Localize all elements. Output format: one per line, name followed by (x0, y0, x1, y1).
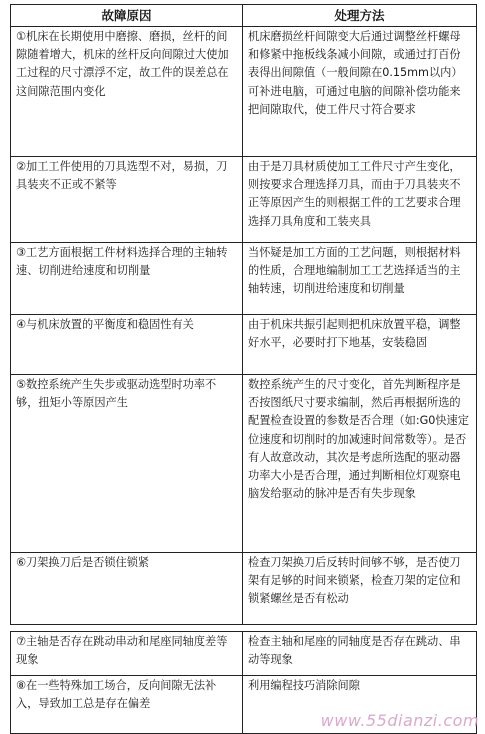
fault-table (10, 4, 477, 734)
cause-cell: ③工艺方面根据工件材料选择合理的主轴转速、切削进给速度和切削量 (11, 243, 243, 315)
table-row (11, 27, 477, 157)
table-row (11, 375, 477, 553)
header-cause: 故障原因 (11, 5, 243, 27)
cause-cell: ⑤数控系统产生失步或驱动选型时功率不够，扭矩小等原因产生 (11, 375, 243, 553)
table-row (11, 553, 477, 625)
table-row (11, 315, 477, 375)
table-row (11, 243, 477, 315)
page (10, 4, 476, 734)
header-remedy: 处理方法 (243, 5, 477, 27)
remedy-cell: 检查刀架换刀后反转时间够不够，是否使刀架有足够的时间来锁紧，检查刀架的定位和锁紧螺丝是否有松动 (243, 553, 477, 625)
cause-cell: ①机床在长期使用中磨擦、磨损，丝杆的间隙随着增大，机床的丝杆反向间隙过大使加工过程的尺寸漂浮不定，故工件的误差总在这间隙范围内变化 (11, 27, 243, 157)
cause-cell: ②加工工件使用的刀具选型不对，易损，刀具装夹不正或不紧等 (11, 157, 243, 243)
header-row (11, 5, 477, 27)
cause-cell: ④与机床放置的平衡度和稳固性有关 (11, 315, 243, 375)
remedy-cell: 利用编程技巧消除间隙 (243, 676, 477, 734)
remedy-cell: 由于机床共振引起则把机床放置平稳，调整好水平，必要时打下地基，安装稳固 (243, 315, 477, 375)
table-row (11, 157, 477, 243)
watermark-text: www.55dianzi.com (320, 711, 479, 730)
remedy-cell: 由于是刀具材质使加工工件尺寸产生变化，则按要求合理选择刀具，而由于刀具装夹不正等原因产生的则根据工件的工艺要求合理选择刀具角度和工装夹具 (243, 157, 477, 243)
cause-cell: ⑦主轴是否存在跳动串动和尾座同轴度差等现象 (11, 632, 243, 676)
remedy-cell: 数控系统产生的尺寸变化，首先判断程序是否按图纸尺寸要求编制，然后再根据所选的配置检查设置的参数是否合理（如:G0快速定位速度和切削时的加减速时间常数等）。是否有人故意改动，其次是考虑所选配的驱动器功率大小是否合理，通过判断相位灯观察电脑发给驱动的脉冲是否有失步现象 (243, 375, 477, 553)
remedy-cell: 当怀疑是加工方面的工艺问题，则根据材料的性质，合理地编制加工工艺选择适当的主轴转速，切削进给速度和切削量 (243, 243, 477, 315)
table-row (11, 632, 477, 676)
row-gap (11, 625, 477, 632)
cause-cell: ⑥刀架换刀后是否锁住锁紧 (11, 553, 243, 625)
gap-cell (11, 625, 243, 632)
remedy-cell: 机床磨损丝杆间隙变大后通过调整丝杆螺母和修紧中拖板线条减小间隙，或通过打百份表得出间隙值（一般间隙在0.15mm以内）可补进电脑，可通过电脑的间隙补偿功能来把间隙取代，使工件尺寸符合要求 (243, 27, 477, 157)
gap-cell (243, 625, 477, 632)
cause-cell: ⑧在一些特殊加工场合，反向间隙无法补入，导致加工总是存在偏差 (11, 676, 243, 734)
remedy-cell: 检查主轴和尾座的同轴度是否存在跳动、串动等现象 (243, 632, 477, 676)
